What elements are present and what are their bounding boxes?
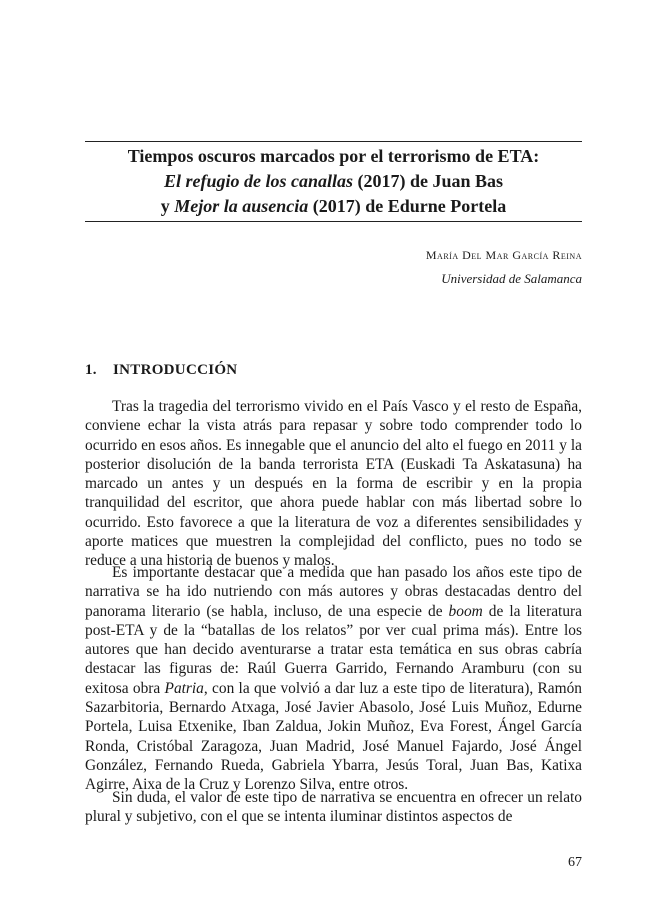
page-number: 67 [568, 855, 582, 870]
author-affiliation: Universidad de Salamanca [441, 271, 582, 286]
body-paragraph-1: Tras la tragedia del terrorismo vivido en el País Vasco y el resto de España, conviene echar la vista atrás para repasar y sobre todo comprender todo lo ocurrido en esos años. Es innegable que el anuncio del alto el fuego en 2011 y la posterior disolución de la banda terrorista ETA (Euskadi Ta Askatasuna) ha marcado un antes y un después en la forma de escribir y en la propia tranquilidad del escritor, que ahora puede hablar con más libertad sobre lo ocurrido. Esto favorece a que la literatura de voz a diferentes sensibilidades y aporte matices que muestren la complejidad del conflicto, pues no todo se reduce a una historia de buenos y malos. [85, 398, 582, 570]
book-title-2: Mejor la ausencia [174, 196, 309, 216]
title-line-2: El refugio de los canallas (2017) de Juan Bas [163, 171, 504, 191]
body-paragraph-2: Es importante destacar que a medida que han pasado los años este tipo de narrativa se ha ido nutriendo con más autores y obras destacadas dentro del panorama literario (se habla, incluso, de una especie de boom de la literatura post-ETA y de la “batallas de los relatos” por ver cual prima más). Entre los autores que han decido aventurarse a tratar esta temática en sus obras cabría destacar las figuras de: Raúl Guerra Garrido, Fernando Aramburu (con su exitosa obra Patria, con la que volvió a dar luz a este tipo de literatura), Ramón Sazarbitoria, Bernardo Atxaga, José Javier Abasolo, José Luis Muñoz, Edurne Portela, Luisa Etxenike, Iban Zaldua, Jokin Muñoz, Eva Forest, Ángel García Ronda, Cristóbal Zaragoza, Juan Madrid, José Manuel Fajardo, José Ángel González, Fernando Rueda, Gabriela Ybarra, Jesús Toral, Juan Bas, Katixa Agirre, Aixa de la Cruz y Lorenzo Silva, entre otros. [85, 564, 582, 794]
book-title-1: El refugio de los canallas [163, 171, 353, 191]
title-bottom-rule [85, 221, 582, 222]
title-line-3: y Mejor la ausencia (2017) de Edurne Portela [160, 196, 507, 216]
body-paragraph-3: Sin duda, el valor de este tipo de narrativa se encuentra en ofrecer un relato plural y subjetivo, con el que se intenta iluminar distintos aspectos de [85, 789, 582, 826]
author-name: María Del Mar García Reina [425, 248, 582, 262]
title-line-1: Tiempos oscuros marcados por el terrorismo de ETA: [127, 146, 540, 166]
article-title [85, 144, 582, 219]
section-title: INTRODUCCIÓN [113, 362, 238, 378]
section-heading [85, 362, 237, 379]
title-top-rule [85, 141, 582, 142]
italic-work-title: Patria [164, 679, 204, 697]
italic-term: boom [448, 602, 483, 620]
section-number: 1. [85, 362, 97, 378]
